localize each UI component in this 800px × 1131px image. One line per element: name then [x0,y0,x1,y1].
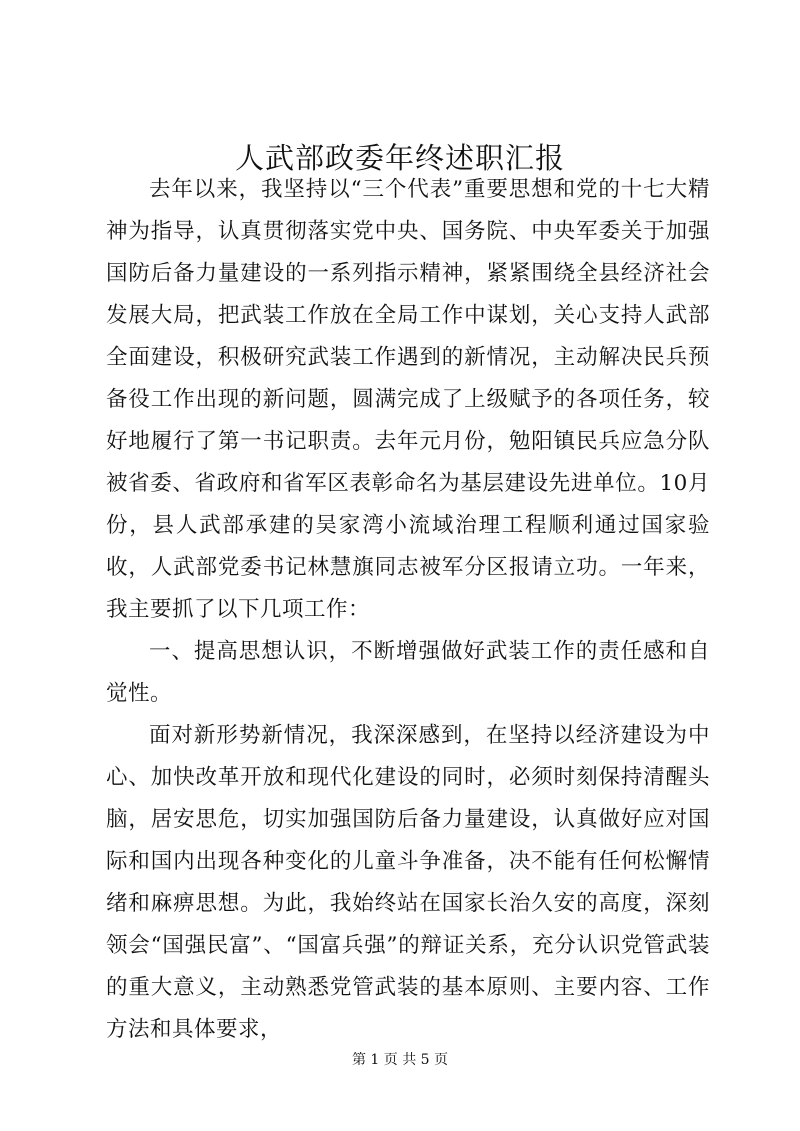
page-number-footer: 第 1 页 共 5 页 [351,1052,449,1068]
intro-paragraph: 去年以来，我坚持以“三个代表”重要思想和党的十七大精神为指导，认真贯彻落实党中央、国务院、中央军委关于加强国防后备力量建设的一系列指示精神，紧紧围绕全县经济社会发展大局，把武装工作放在全局工作中谋划，关心支持人武部全面建设，积极研究武装工作遇到的新情况，主动解决民兵预备役工作出现的新问题，圆满完成了上级赋予的各项任务，较好地履行了第一书记职责。去年元月份，勉阳镇民兵应急分队被省委、省政府和省军区表彰命名为基层建设先进单位。10月份，县人武部承建的吴家湾小流域治理工程顺利通过国家验收，人武部党委书记林慧旗同志被军分区报请立功。一年来，我主要抓了以下几项工作： [106,177,710,622]
section-heading-1: 一、提高思想认识，不断增强做好武装工作的责任感和自觉性。 [106,639,710,706]
section-1-paragraph: 面对新形势新情况，我深深感到，在坚持以经济建设为中心、加快改革开放和现代化建设的同时，必须时刻保持清醒头脑，居安思危，切实加强国防后备力量建设，认真做好应对国际和国内出现各种变化的儿童斗争准备，决不能有任何松懈情绪和麻痹思想。为此，我始终站在国家长治久安的高度，深刻领会“国强民富”、“国富兵强”的辩证关系，充分认识党管武装的重大意义，主动熟悉党管武装的基本原则、主要内容、工作方法和具体要求， [106,723,710,1042]
page-title: 人武部政委年终述职汇报 [234,141,565,175]
document-body [106,169,710,1051]
